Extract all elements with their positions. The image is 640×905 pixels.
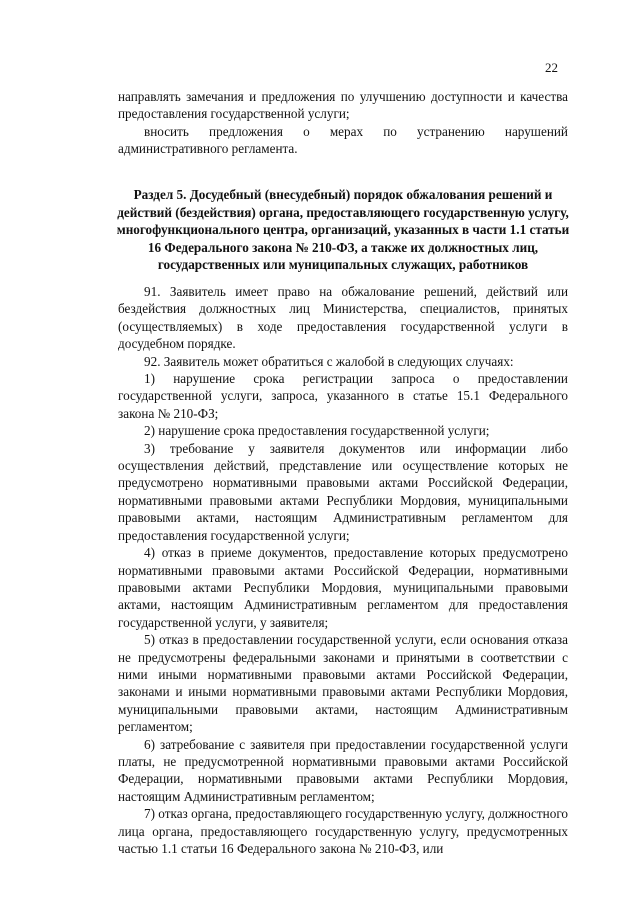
intro-paragraph-2: вносить предложения о мерах по устранению нарушений административного регламента. [118,123,568,157]
list-item-3: 3) требование у заявителя документов или информации либо осуществления действий, представление или осуществление которых не предусмотрено нормативными правовыми актами Российской Федерации, нормативными правовыми актами Республики Мордовия, муниципальными правовыми актами, настоящим Административным регламентом для предоставления государственной услуги; [118,440,568,543]
list-item-4: 4) отказ в приеме документов, предоставление которых предусмотрено нормативными правовыми актами Российской Федерации, нормативными правовыми актами Республики Мордовия, муниципальными правовыми актами, настоящим Административным регламентом для предоставления государственной услуги, у заявителя; [118,545,568,630]
list-item-1: 1) нарушение срока регистрации запроса о предоставлении государственной услуги, запроса, указанного в статье 15.1 Федерального закона № 210-ФЗ; [118,371,568,421]
list-item-6: 6) затребование с заявителя при предоставлении государственной услуги платы, не предусмотренной нормативными правовыми актами Российской Федерации, нормативными правовыми актами Республики Мордовия, настоящим Административным регламентом; [118,736,568,804]
paragraph-91: 91. Заявитель имеет право на обжалование решений, действий или бездействия должностных лиц Министерства, специалистов, принятых (осуществляемых) в ходе предоставления государственной услуги в досудебном порядке. [118,284,568,352]
list-item-5: 5) отказ в предоставлении государственной услуги, если основания отказа не предусмотрены федеральными законами и принятыми в соответствии с ними иными нормативными правовыми актами Российской Федерации, законами и иными нормативными правовыми актами Республики Мордовия, муниципальными правовыми актами, настоящим Административным регламентом; [118,632,568,735]
main-text-block [118,283,568,857]
paragraph-92: 92. Заявитель может обратиться с жалобой в следующих случаях: [144,353,514,369]
list-item-7: 7) отказ органа, предоставляющего государственную услугу, должностного лица органа, предоставляющего государственную услугу, предусмотренных частью 1.1 статьи 16 Федерального закона № 210-ФЗ, или [118,806,568,856]
list-item-2: 2) нарушение срока предоставления государственной услуги; [144,423,490,439]
intro-block [118,88,568,158]
intro-paragraph-1: направлять замечания и предложения по улучшению доступности и качества предоставления государственной услуги; [118,89,568,122]
section-title: Раздел 5. Досудебный (внесудебный) порядок обжалования решений и действий (бездействия) органа, предоставляющего государственную услугу, многофункционального центра, организаций, указанных в части 1.1 статьи 16 Федерального закона № 210-ФЗ, а также их должностных лиц, государственных или муниципальных служащих, работников [116,187,570,273]
page-number: 22 [545,60,558,75]
